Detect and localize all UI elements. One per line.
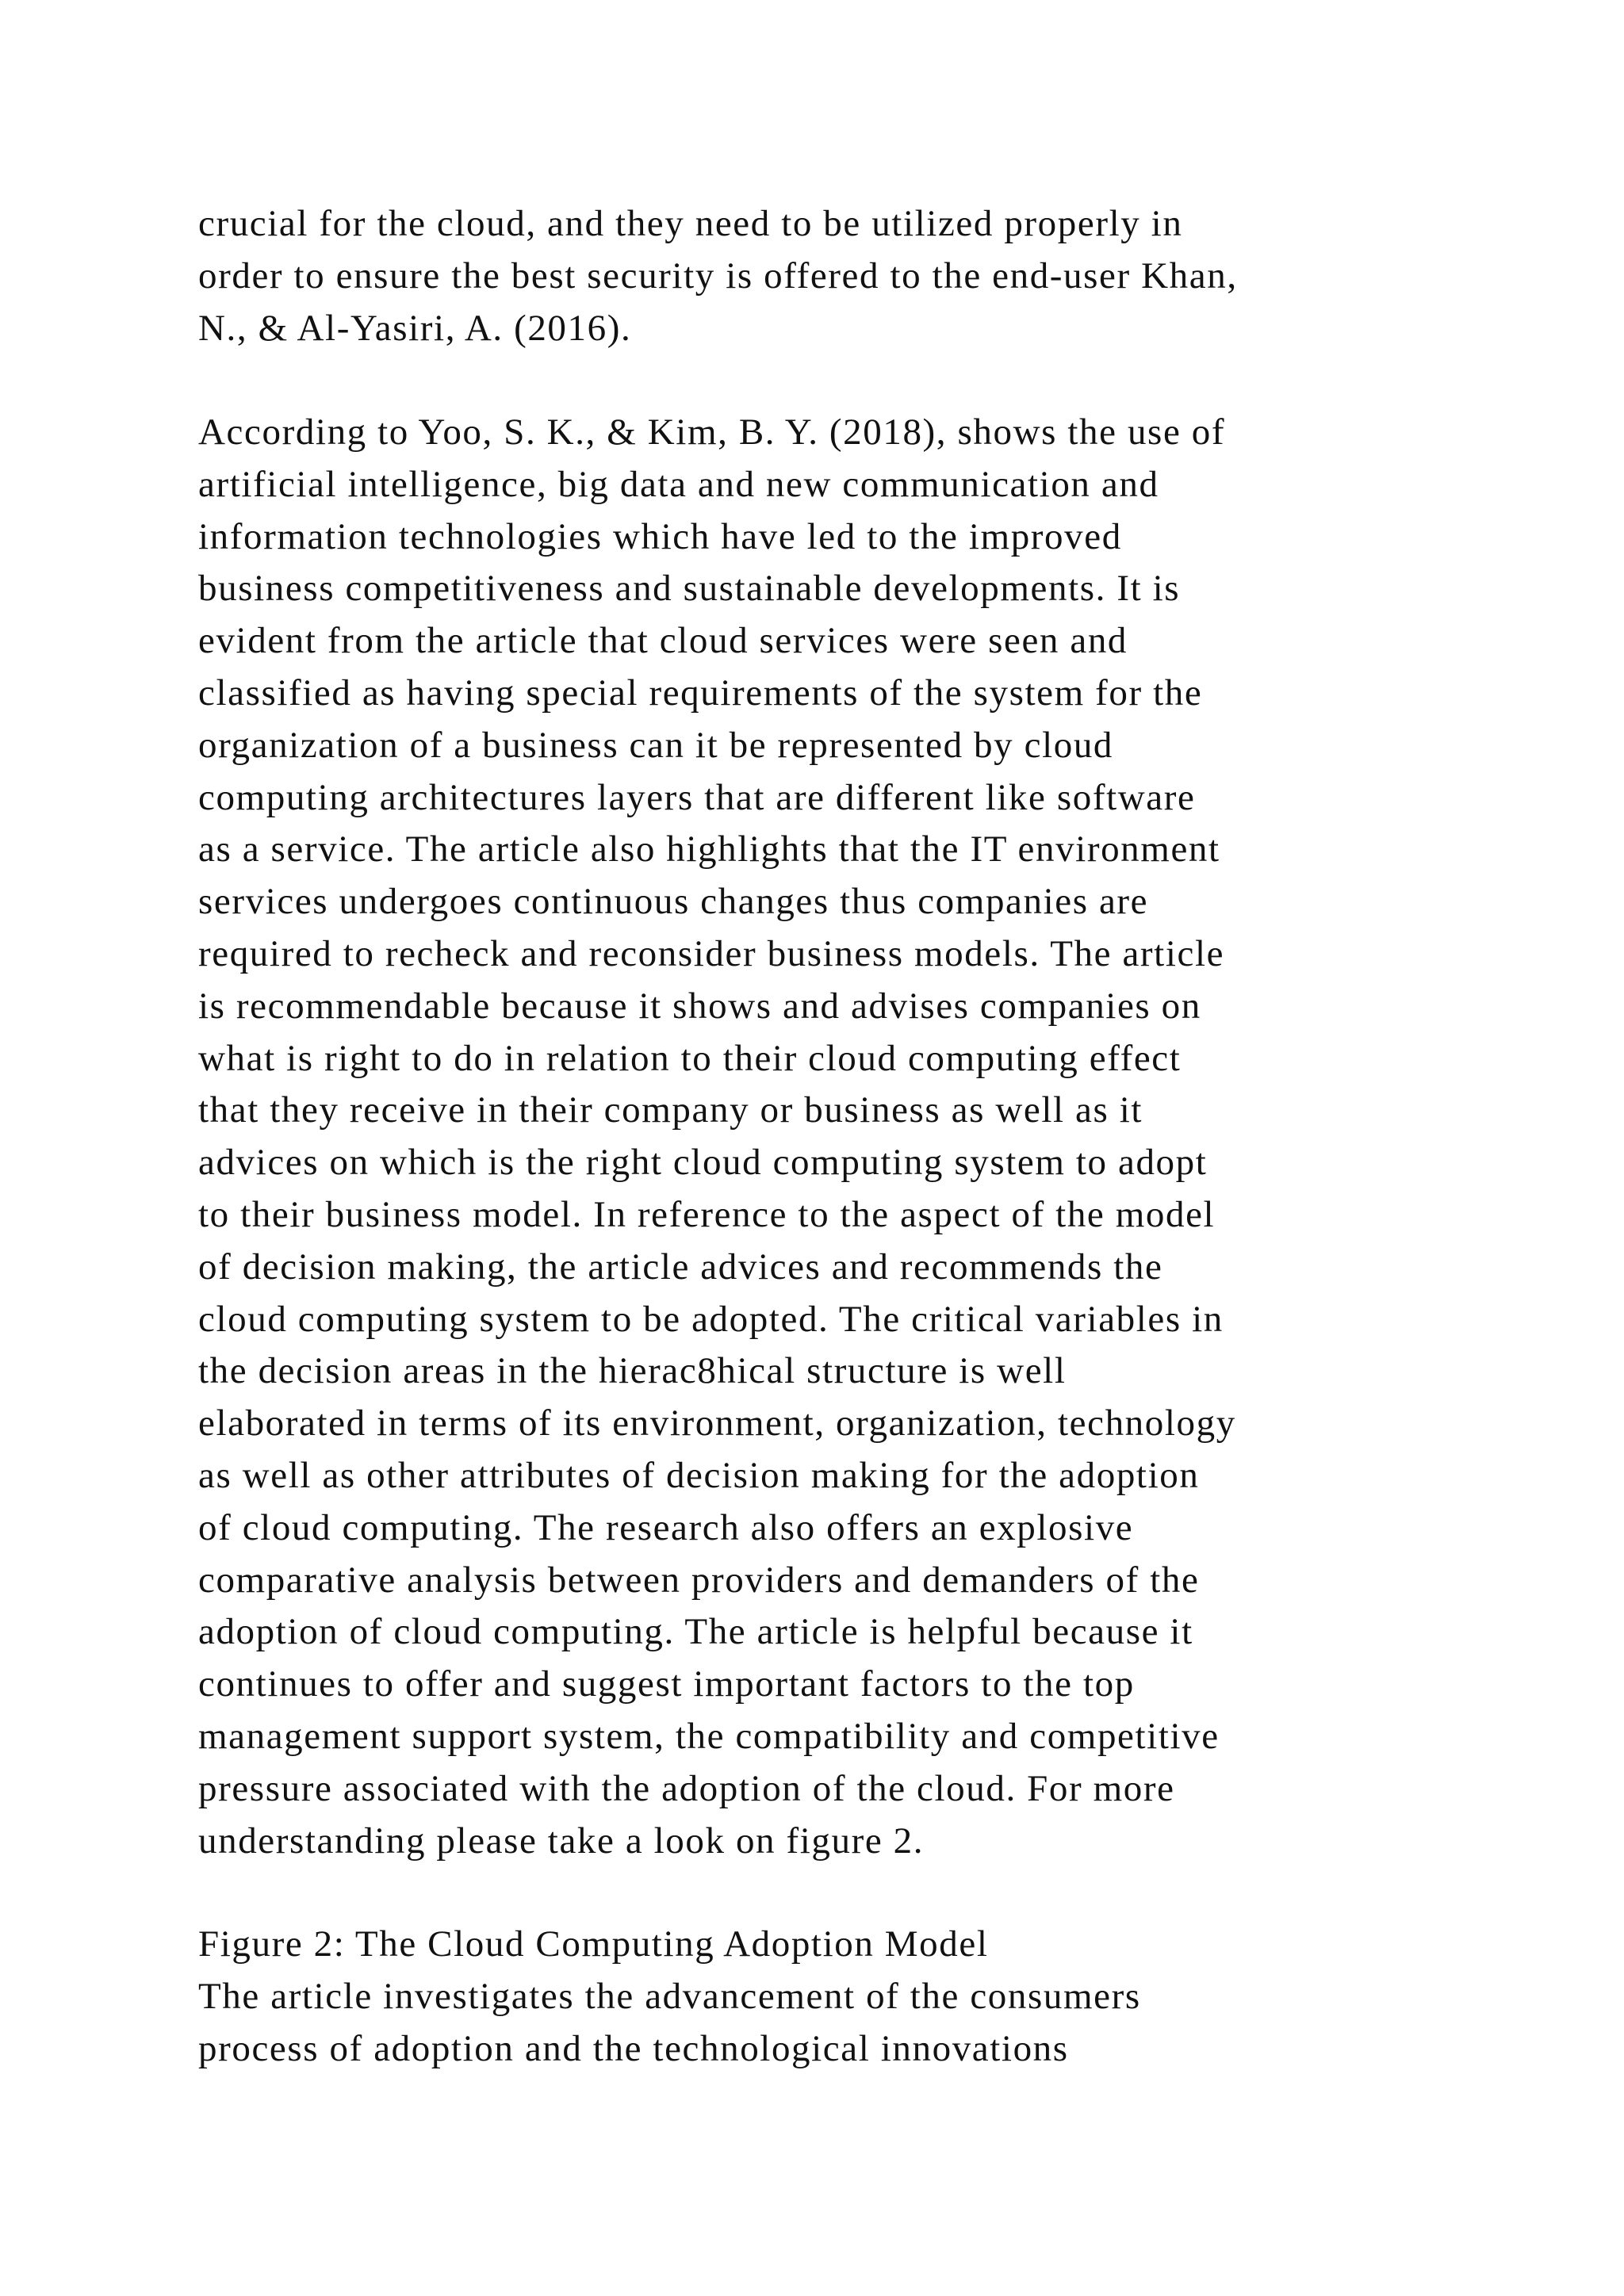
text-line: information technologies which have led to the improved	[198, 515, 1122, 557]
text-line: crucial for the cloud, and they need to be utilized properly in	[198, 203, 1183, 244]
text-line: pressure associated with the adoption of the cloud. For more	[198, 1767, 1175, 1809]
text-line: to their business model. In reference to the aspect of the model	[198, 1193, 1216, 1235]
text-line: as a service. The article also highlights that the IT environment	[198, 828, 1220, 871]
text-line: of decision making, the article advices and recommends the	[198, 1246, 1163, 1288]
text-line: as well as other attributes of decision making for the adoption	[198, 1454, 1200, 1496]
paragraph-2	[198, 407, 1499, 1867]
text-line: business competitiveness and sustainable developments. It is	[198, 568, 1181, 610]
text-line: elaborated in terms of its environment, organization, technology	[198, 1402, 1236, 1445]
text-line: continues to offer and suggest important factors to the top	[198, 1663, 1135, 1705]
text-line: understanding please take a look on figure 2.	[198, 1820, 925, 1862]
paragraph-1	[198, 198, 1499, 354]
text-line: adoption of cloud computing. The article is helpful because it	[198, 1611, 1193, 1653]
text-line: According to Yoo, S. K., & Kim, B. Y. (2018), shows the use of	[198, 411, 1226, 453]
text-line: N., & Al-Yasiri, A. (2016).	[198, 307, 632, 349]
paragraph-3	[198, 1919, 1499, 2075]
text-line: artificial intelligence, big data and new communication and	[198, 463, 1159, 505]
figure-caption: Figure 2: The Cloud Computing Adoption Model	[198, 1923, 989, 1965]
text-line: advices on which is the right cloud computing system to adopt	[198, 1142, 1208, 1184]
text-line: that they receive in their company or business as well as it	[198, 1089, 1143, 1131]
text-line: of cloud computing. The research also offers an explosive	[198, 1506, 1134, 1548]
text-line: comparative analysis between providers and demanders of the	[198, 1559, 1200, 1601]
text-line: is recommendable because it shows and advises companies on	[198, 985, 1201, 1027]
text-line: The article investigates the advancement of the consumers	[198, 1975, 1141, 2017]
text-line: what is right to do in relation to their cloud computing effect	[198, 1037, 1182, 1079]
text-line: computing architectures layers that are different like software	[198, 776, 1196, 818]
text-line: classified as having special requirements of the system for the	[198, 672, 1203, 714]
text-line: organization of a business can it be represented by cloud	[198, 724, 1114, 766]
text-line: cloud computing system to be adopted. The critical variables in	[198, 1298, 1224, 1340]
text-line: evident from the article that cloud services were seen and	[198, 620, 1128, 662]
text-line: process of adoption and the technological innovations	[198, 2027, 1069, 2069]
text-line: management support system, the compatibility and competitive	[198, 1715, 1220, 1757]
text-line: services undergoes continuous changes thus companies are	[198, 881, 1149, 923]
text-line: the decision areas in the hierac8hical structure is well	[198, 1350, 1067, 1392]
text-line: order to ensure the best security is offered to the end-user Khan,	[198, 254, 1238, 297]
text-line: required to recheck and reconsider business models. The article	[198, 932, 1225, 974]
